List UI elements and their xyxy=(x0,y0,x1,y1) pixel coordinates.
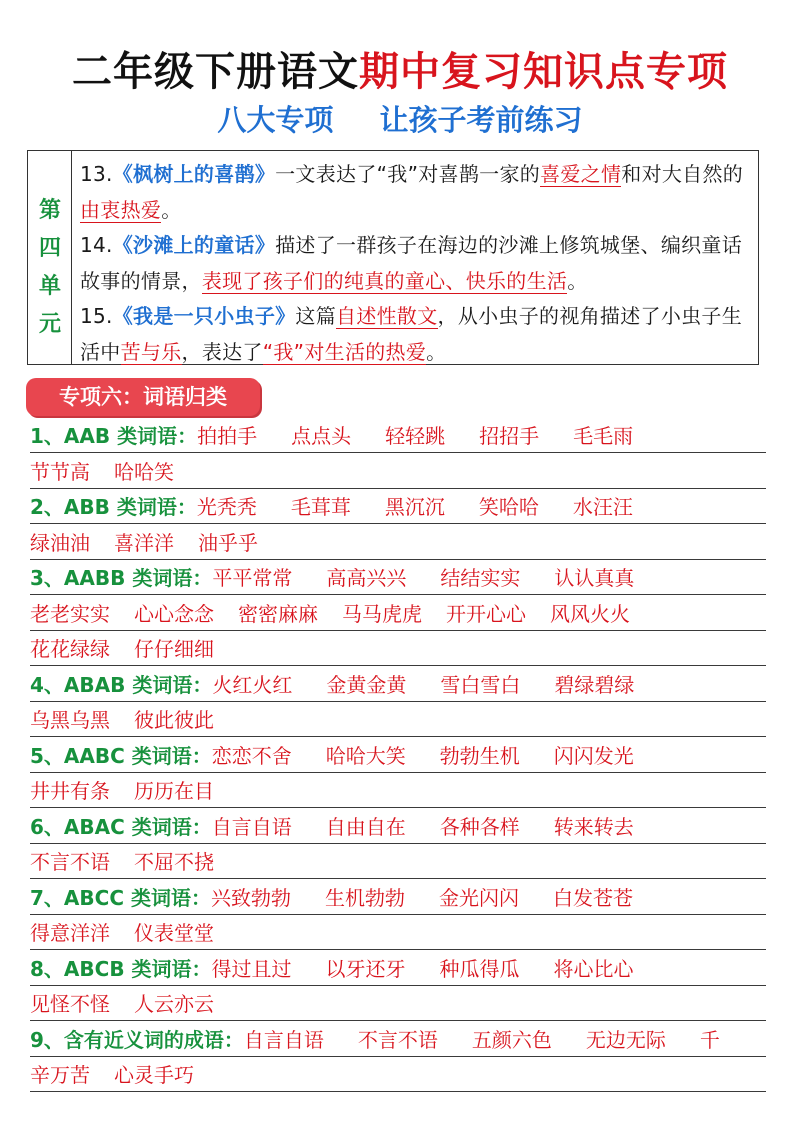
category-row xyxy=(30,420,766,453)
item-text: 。 xyxy=(567,268,588,293)
word-item: 仪表堂堂 xyxy=(134,921,214,945)
category-row xyxy=(30,562,766,595)
word-item: 绿油油 xyxy=(30,530,90,555)
word-item: 得过且过 xyxy=(211,956,292,981)
word-item: 轻轻跳 xyxy=(385,424,446,448)
word-item: 密密麻麻 xyxy=(238,601,318,626)
subtitle-left: 八大专项 xyxy=(217,103,334,137)
word-item: 恋恋不舍 xyxy=(211,743,292,768)
word-item: 自由自在 xyxy=(325,814,406,839)
word-item: 笑哈哈 xyxy=(478,495,539,519)
word-item: 光秃秃 xyxy=(196,495,257,519)
word-item: 老老实实 xyxy=(30,601,110,626)
unit-label-char: 四 xyxy=(38,236,61,261)
word-item: 喜洋洋 xyxy=(114,530,174,555)
category-row-continued xyxy=(30,456,766,489)
word-item: 点点头 xyxy=(291,424,352,448)
word-item: 毛茸茸 xyxy=(290,495,351,519)
word-item: 得意洋洋 xyxy=(30,921,110,945)
word-item: 节节高 xyxy=(30,459,90,484)
word-item: 碧绿碧绿 xyxy=(554,672,635,697)
unit-label-char: 单 xyxy=(38,274,61,299)
category-label: 1、AAB 类词语： xyxy=(30,424,198,448)
word-item: 哈哈大笑 xyxy=(325,743,406,768)
item-text: 一文表达了“我”对喜鹊一家的 xyxy=(275,162,541,186)
category-row-continued xyxy=(30,846,766,879)
word-item: 心灵手巧 xyxy=(114,1063,194,1087)
word-item: 开开心心 xyxy=(446,601,526,626)
category-label: 9、含有近义词的成语： xyxy=(30,1027,244,1052)
item-highlight: 喜爱之情 xyxy=(540,162,622,186)
word-item: 生机勃勃 xyxy=(324,885,405,910)
unit-item xyxy=(80,157,756,228)
word-item: 乌黑乌黑 xyxy=(30,708,110,732)
word-item: 勃勃生机 xyxy=(439,743,520,768)
item-highlight: 表现了孩子们的纯真的童心、快乐的生活 xyxy=(201,268,568,293)
item-text: 描述了一群孩子在海边的沙滩上修筑城堡、编织童话故事的情景， xyxy=(80,233,743,293)
word-item: 闪闪发光 xyxy=(553,743,634,768)
word-item: 自言自语 xyxy=(211,814,292,839)
word-item: 认认真真 xyxy=(554,566,635,590)
word-item: 黑沉沉 xyxy=(384,495,445,519)
item-number: 13. xyxy=(80,162,113,186)
item-number: 15. xyxy=(80,304,113,328)
category-label: 6、ABAC 类词语： xyxy=(30,814,212,839)
item-highlight: 苦与乐 xyxy=(120,339,182,364)
word-item: 千 xyxy=(699,1027,720,1052)
word-item: 仔仔细细 xyxy=(134,637,214,661)
title-black: 二年级下册语文 xyxy=(72,49,359,95)
category-label: 5、AABC 类词语： xyxy=(30,743,212,768)
word-item: 油乎乎 xyxy=(198,530,258,555)
item-text: 。 xyxy=(161,197,182,222)
category-row xyxy=(30,491,766,524)
category-row xyxy=(30,811,766,844)
unit-text xyxy=(80,157,756,370)
word-item: 辛万苦 xyxy=(30,1063,90,1087)
word-item: 自言自语 xyxy=(243,1027,324,1052)
word-item: 井井有条 xyxy=(30,779,110,803)
word-item: 心心念念 xyxy=(134,601,214,626)
category-row xyxy=(30,953,766,986)
word-item: 人云亦云 xyxy=(134,992,214,1016)
word-item: 毛毛雨 xyxy=(573,424,634,448)
word-item: 转来转去 xyxy=(553,814,634,839)
word-item: 火红火红 xyxy=(212,672,293,697)
word-item: 马马虎虎 xyxy=(342,601,422,626)
word-item: 无边无际 xyxy=(585,1027,666,1052)
category-row-continued xyxy=(30,704,766,737)
word-item: 金光闪闪 xyxy=(438,885,519,910)
item-text: 和对大自然的 xyxy=(621,162,744,186)
word-item: 不言不语 xyxy=(357,1027,438,1052)
word-item: 雪白雪白 xyxy=(440,672,521,697)
word-item: 哈哈笑 xyxy=(114,459,174,484)
item-text: 这篇 xyxy=(295,304,337,328)
category-row xyxy=(30,1024,766,1057)
category-row-continued xyxy=(30,633,766,666)
lesson-title: 《沙滩上的童话》 xyxy=(112,233,276,257)
category-row xyxy=(30,882,766,915)
item-highlight: “我”对生活的热爱 xyxy=(262,339,427,364)
word-item: 白发苍苍 xyxy=(552,885,633,910)
unit-four-box xyxy=(27,150,759,365)
item-number: 14. xyxy=(80,233,113,257)
item-highlight: 由衷热爱 xyxy=(80,197,162,222)
section-tag: 专项六：词语归类 xyxy=(26,378,260,416)
category-label: 7、ABCC 类词语： xyxy=(30,885,211,910)
item-text: 。 xyxy=(426,339,447,364)
category-row xyxy=(30,740,766,773)
category-row-continued xyxy=(30,775,766,808)
word-item: 五颜六色 xyxy=(471,1027,552,1052)
unit-item xyxy=(80,299,756,370)
word-item: 种瓜得瓜 xyxy=(439,956,520,981)
lesson-title: 《枫树上的喜鹊》 xyxy=(112,162,276,186)
page-title xyxy=(0,40,800,97)
item-highlight: 自述性散文 xyxy=(336,304,438,328)
category-row-continued xyxy=(30,598,766,631)
category-row-continued xyxy=(30,988,766,1021)
unit-label xyxy=(28,151,72,364)
category-row xyxy=(30,669,766,702)
word-item: 平平常常 xyxy=(212,566,293,590)
lesson-title: 《我是一只小虫子》 xyxy=(112,304,296,328)
category-row-continued xyxy=(30,1059,766,1092)
word-item: 兴致勃勃 xyxy=(210,885,291,910)
word-item: 招招手 xyxy=(479,424,540,448)
word-item: 不言不语 xyxy=(30,850,110,874)
word-item: 历历在目 xyxy=(134,779,214,803)
word-item: 将心比心 xyxy=(553,956,634,981)
word-item: 各种各样 xyxy=(439,814,520,839)
category-label: 2、ABB 类词语： xyxy=(30,495,197,519)
category-label: 4、ABAB 类词语： xyxy=(30,672,213,697)
category-label: 8、ABCB 类词语： xyxy=(30,956,212,981)
subtitle-right: 让孩子考前练习 xyxy=(379,103,583,137)
title-red: 期中复习知识点专项 xyxy=(359,49,728,95)
word-item: 金黄金黄 xyxy=(326,672,407,697)
category-label: 3、AABB 类词语： xyxy=(30,566,213,590)
category-row-continued xyxy=(30,527,766,560)
unit-label-char: 第 xyxy=(38,198,61,223)
page-subtitle xyxy=(0,98,800,139)
word-item: 水汪汪 xyxy=(572,495,633,519)
word-item: 见怪不怪 xyxy=(30,992,110,1016)
word-item: 高高兴兴 xyxy=(326,566,407,590)
word-item: 以牙还牙 xyxy=(325,956,406,981)
word-item: 不屈不挠 xyxy=(134,850,214,874)
word-item: 彼此彼此 xyxy=(134,708,214,732)
item-text: ，表达了 xyxy=(181,339,263,364)
category-row-continued xyxy=(30,917,766,950)
word-item: 结结实实 xyxy=(440,566,521,590)
unit-item xyxy=(80,228,756,299)
unit-label-char: 元 xyxy=(38,312,61,337)
word-item: 风风火火 xyxy=(550,601,630,626)
word-item: 花花绿绿 xyxy=(30,637,110,661)
word-item: 拍拍手 xyxy=(197,424,258,448)
item-text: ，从小虫子的视角描述了小虫子生活中 xyxy=(80,304,743,364)
